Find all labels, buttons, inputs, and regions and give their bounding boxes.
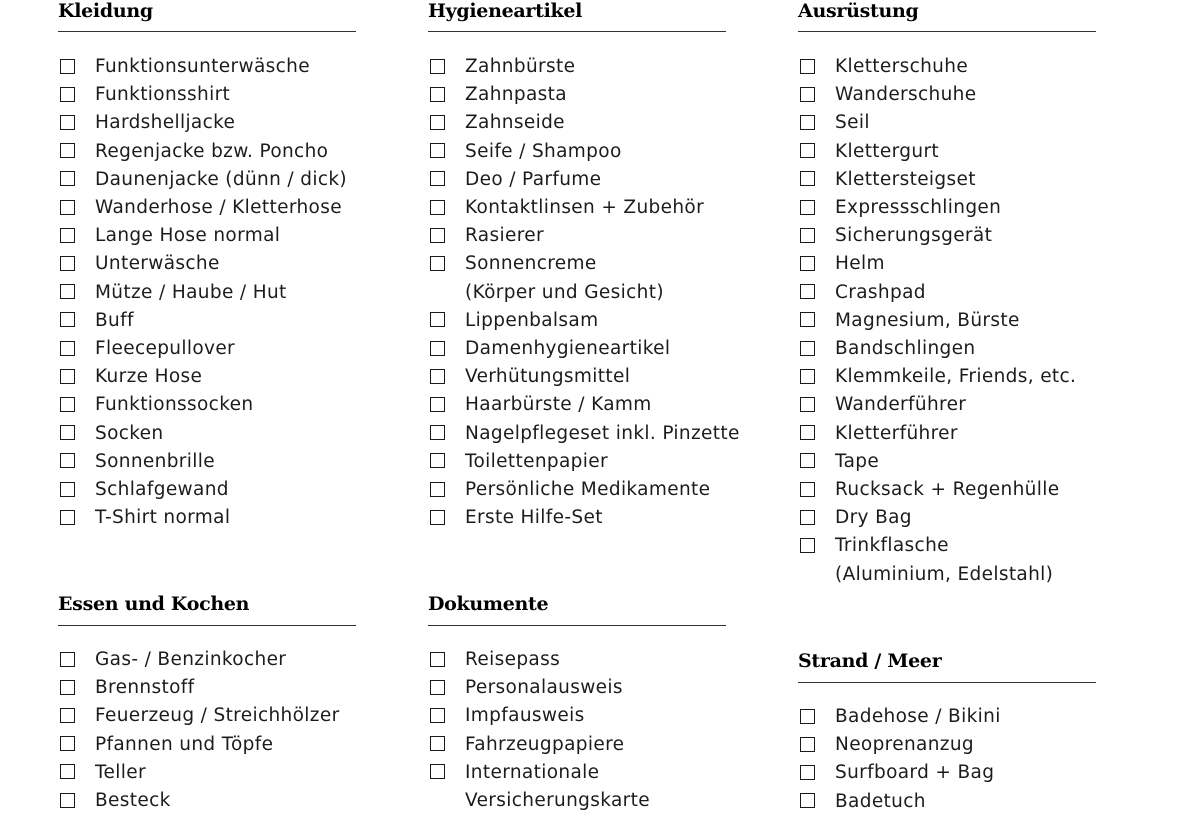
- checklist-item-label: Badehose / Bikini: [835, 706, 1001, 727]
- checklist-item-label: Toilettenpapier: [465, 450, 608, 472]
- checkbox[interactable]: [800, 171, 815, 186]
- checklist-item: [58, 363, 398, 391]
- checklist-item-label: Crashpad: [835, 281, 926, 303]
- checkbox[interactable]: [60, 453, 75, 468]
- checkbox[interactable]: [800, 284, 815, 299]
- checklist-item: [58, 391, 398, 419]
- checklist-item-label: Wanderhose / Kletterhose: [95, 197, 342, 219]
- checkbox[interactable]: [60, 341, 75, 356]
- section-divider: [428, 625, 726, 626]
- checkbox[interactable]: [800, 312, 815, 327]
- checklist-item: [428, 109, 768, 137]
- checklist-item: [428, 138, 768, 166]
- section-title: Essen und Kochen: [58, 593, 250, 615]
- checkbox[interactable]: [60, 510, 75, 525]
- checklist-item-label: Kletterschuhe: [835, 56, 969, 77]
- checkbox[interactable]: [800, 87, 815, 102]
- checklist-item-label: Funktionsunterwäsche: [95, 56, 310, 77]
- checklist-item: [798, 222, 1138, 250]
- checklist-item-label: Dry Bag: [835, 507, 912, 529]
- checklist-item-label: Trinkflasche (Aluminium, Edelstahl): [835, 535, 1054, 585]
- checklist-item-label: Internationale Versicherungskarte: [465, 761, 650, 812]
- checklist: [798, 703, 1138, 816]
- checklist-item: [428, 81, 768, 109]
- checklist-item-label: Kontaktlinsen + Zubehör: [465, 197, 705, 219]
- checkbox[interactable]: [430, 200, 445, 215]
- checklist-item: [798, 250, 1138, 278]
- checklist-item-label: Kurze Hose: [95, 366, 203, 388]
- checkbox[interactable]: [800, 737, 815, 752]
- checklist-item: [798, 759, 1138, 787]
- checkbox[interactable]: [800, 228, 815, 243]
- checklist-item-label: Expressschlingen: [835, 197, 1002, 219]
- checklist-item: [428, 420, 768, 448]
- checkbox[interactable]: [60, 87, 75, 102]
- checklist-item-label: Lange Hose normal: [95, 225, 281, 247]
- checklist-item: [58, 194, 398, 222]
- checkbox[interactable]: [800, 397, 815, 412]
- checklist-item-label: Pfannen und Töpfe: [95, 733, 274, 755]
- checklist-item-label: Neoprenanzug: [835, 734, 975, 756]
- checkbox[interactable]: [800, 482, 815, 497]
- checkbox[interactable]: [430, 736, 445, 751]
- checklist-item: [798, 788, 1138, 816]
- checkbox[interactable]: [60, 369, 75, 384]
- checklist-item-label: Hardshelljacke: [95, 112, 236, 134]
- checklist-item-label: Surfboard + Bag: [835, 762, 995, 784]
- checkbox[interactable]: [60, 680, 75, 695]
- checkbox[interactable]: [60, 708, 75, 723]
- checklist-item-label: Rasierer: [465, 225, 544, 247]
- checklist-item-label: Teller: [95, 761, 146, 783]
- checklist-item: [58, 504, 398, 532]
- checklist-item-label: Reisepass: [465, 649, 561, 670]
- checklist-item: [428, 448, 768, 476]
- checklist-item: [58, 646, 398, 674]
- checklist-item: [428, 363, 768, 391]
- checkbox[interactable]: [430, 341, 445, 356]
- checklist-item: [798, 504, 1138, 532]
- checklist-item: [798, 703, 1138, 731]
- checkbox[interactable]: [430, 453, 445, 468]
- checkbox[interactable]: [430, 171, 445, 186]
- checklist-item: [428, 307, 768, 335]
- checklist-item: [798, 307, 1138, 335]
- checklist-item: [798, 420, 1138, 448]
- checklist-item: [798, 448, 1138, 476]
- checkbox[interactable]: [800, 200, 815, 215]
- checklist-item-label: Schlafgewand: [95, 479, 229, 501]
- section-title: Dokumente: [428, 593, 549, 615]
- section-divider: [58, 31, 356, 32]
- checklist-item: [798, 194, 1138, 222]
- checkbox[interactable]: [60, 736, 75, 751]
- checklist-item-label: Buff: [95, 309, 134, 331]
- checkbox[interactable]: [60, 200, 75, 215]
- checkbox[interactable]: [800, 143, 815, 158]
- checklist-item-label: Badetuch: [835, 790, 926, 812]
- checklist-item: [428, 194, 768, 222]
- checkbox[interactable]: [800, 341, 815, 356]
- checklist-item-label: Verhütungsmittel: [465, 366, 631, 388]
- checklist-item: [428, 731, 768, 759]
- checklist-item: [798, 109, 1138, 137]
- section-divider: [428, 31, 726, 32]
- checklist-item-label: Seil: [835, 112, 870, 134]
- checkbox[interactable]: [60, 256, 75, 271]
- checkbox[interactable]: [800, 765, 815, 780]
- section-title: Kleidung: [58, 0, 153, 22]
- checklist-item-label: Socken: [95, 422, 164, 444]
- checklist-item: [798, 166, 1138, 194]
- checklist-item-label: Deo / Parfume: [465, 168, 602, 190]
- checklist-item: [58, 279, 398, 307]
- checklist-item: [798, 335, 1138, 363]
- checklist-item-label: Persönliche Medikamente: [465, 479, 711, 501]
- checklist-item: [428, 166, 768, 194]
- checklist-item: [428, 53, 768, 81]
- checklist-item-label: Fahrzeugpapiere: [465, 733, 625, 755]
- checkbox[interactable]: [60, 284, 75, 299]
- checklist-item-label: Erste Hilfe-Set: [465, 507, 603, 529]
- checklist-item: [428, 702, 768, 730]
- checklist-item: [58, 166, 398, 194]
- checklist-item: [58, 476, 398, 504]
- checkbox[interactable]: [430, 228, 445, 243]
- checklist: [428, 53, 768, 532]
- checklist-item-label: Funktionssocken: [95, 394, 254, 416]
- checkbox[interactable]: [430, 652, 445, 667]
- checklist-item: [798, 363, 1138, 391]
- checkbox[interactable]: [430, 115, 445, 130]
- checkbox[interactable]: [800, 538, 815, 553]
- checkbox[interactable]: [60, 171, 75, 186]
- checkbox[interactable]: [800, 709, 815, 724]
- checklist-item: [428, 250, 768, 306]
- checkbox[interactable]: [430, 482, 445, 497]
- checklist-item: [798, 391, 1138, 419]
- checklist-item-label: Brennstoff: [95, 677, 195, 699]
- checkbox[interactable]: [430, 87, 445, 102]
- checklist-item-label: Wanderschuhe: [835, 84, 977, 106]
- checkbox[interactable]: [430, 59, 445, 74]
- checklist-item-label: Klemmkeile, Friends, etc.: [835, 366, 1077, 388]
- checklist-item-label: Fleecepullover: [95, 338, 236, 360]
- checklist-item-label: Nagelpflegeset inkl. Pinzette: [465, 422, 740, 444]
- checklist-item: [58, 307, 398, 335]
- checkbox[interactable]: [60, 143, 75, 158]
- checklist-item-label: Sonnenbrille: [95, 450, 215, 472]
- checkbox[interactable]: [430, 143, 445, 158]
- checklist-item: [428, 759, 768, 815]
- section-divider: [798, 31, 1096, 32]
- checklist-item: [58, 787, 398, 815]
- checkbox[interactable]: [60, 793, 75, 808]
- checkbox[interactable]: [800, 59, 815, 74]
- checklist-item-label: Zahnseide: [465, 112, 565, 134]
- checkbox[interactable]: [800, 793, 815, 808]
- checklist: [58, 646, 398, 815]
- checkbox[interactable]: [800, 369, 815, 384]
- checklist-item: [428, 476, 768, 504]
- checklist-item: [798, 53, 1138, 81]
- checklist-item: [58, 674, 398, 702]
- checklist-item-label: Damenhygieneartikel: [465, 338, 671, 360]
- checklist-item: [428, 504, 768, 532]
- checklist-item: [798, 731, 1138, 759]
- checklist-item: [58, 731, 398, 759]
- checkbox[interactable]: [800, 453, 815, 468]
- checklist: [428, 646, 768, 815]
- checklist-item: [58, 53, 398, 81]
- checklist-item: [428, 222, 768, 250]
- checklist-item-label: Lippenbalsam: [465, 309, 599, 331]
- checkbox[interactable]: [430, 425, 445, 440]
- checklist-item: [428, 646, 768, 674]
- checkbox[interactable]: [430, 256, 445, 271]
- checklist-item: [798, 279, 1138, 307]
- checklist-item-label: Gas- / Benzinkocher: [95, 649, 287, 670]
- checklist-item: [428, 391, 768, 419]
- checklist-item: [798, 476, 1138, 504]
- checkbox[interactable]: [60, 312, 75, 327]
- section-title: Ausrüstung: [798, 0, 919, 22]
- checklist-item: [58, 109, 398, 137]
- section-divider: [58, 625, 356, 626]
- checklist-item: [58, 335, 398, 363]
- checkbox[interactable]: [60, 228, 75, 243]
- checklist-item-label: Funktionsshirt: [95, 84, 231, 106]
- checklist-item: [798, 81, 1138, 109]
- checklist-item-label: Magnesium, Bürste: [835, 309, 1020, 331]
- checklist-item-label: Klettergurt: [835, 140, 940, 162]
- checklist-item-label: Wanderführer: [835, 394, 967, 416]
- checklist-item-label: Zahnbürste: [465, 56, 576, 77]
- checklist-item-label: Zahnpasta: [465, 84, 567, 106]
- checklist-item-label: Sonnencreme (Körper und Gesicht): [465, 253, 664, 303]
- checkbox[interactable]: [800, 510, 815, 525]
- checklist-item: [58, 138, 398, 166]
- checklist-item-label: Haarbürste / Kamm: [465, 394, 652, 416]
- checklist-item: [428, 674, 768, 702]
- checkbox[interactable]: [800, 115, 815, 130]
- checklist-item: [798, 138, 1138, 166]
- checklist-item-label: Regenjacke bzw. Poncho: [95, 140, 329, 162]
- checkbox[interactable]: [60, 764, 75, 779]
- checklist-item-label: Klettersteigset: [835, 168, 976, 190]
- checkbox[interactable]: [430, 510, 445, 525]
- checkbox[interactable]: [60, 425, 75, 440]
- checklist-item-label: Feuerzeug / Streichhölzer: [95, 705, 340, 727]
- checklist-item: [58, 759, 398, 787]
- checkbox[interactable]: [430, 369, 445, 384]
- checklist-item-label: Besteck: [95, 790, 171, 812]
- checklist-item-label: Mütze / Haube / Hut: [95, 281, 287, 303]
- checklist-item-label: Personalausweis: [465, 677, 623, 699]
- checklist-item-label: Kletterführer: [835, 422, 958, 444]
- checklist-item: [58, 702, 398, 730]
- checkbox[interactable]: [800, 425, 815, 440]
- checkbox[interactable]: [60, 115, 75, 130]
- checklist-item: [428, 335, 768, 363]
- checklist-item-label: Seife / Shampoo: [465, 140, 622, 162]
- checkbox[interactable]: [60, 397, 75, 412]
- checklist-item-label: Tape: [835, 450, 880, 472]
- checkbox[interactable]: [800, 256, 815, 271]
- checklist-item: [58, 250, 398, 278]
- checkbox[interactable]: [430, 397, 445, 412]
- checklist-item-label: Bandschlingen: [835, 338, 976, 360]
- checklist: [58, 53, 398, 532]
- section-divider: [798, 682, 1096, 683]
- checkbox[interactable]: [430, 680, 445, 695]
- checklist-item: [798, 532, 1138, 588]
- checklist-item-label: Daunenjacke (dünn / dick): [95, 168, 347, 190]
- checkbox[interactable]: [430, 312, 445, 327]
- checklist-item: [58, 448, 398, 476]
- checklist-item-label: T-Shirt normal: [95, 507, 231, 529]
- checklist-item: [58, 81, 398, 109]
- checklist-item: [58, 222, 398, 250]
- checklist: [798, 53, 1138, 589]
- section-title: Strand / Meer: [798, 650, 942, 672]
- checkbox[interactable]: [60, 652, 75, 667]
- checklist-item-label: Rucksack + Regenhülle: [835, 479, 1060, 501]
- checklist-item-label: Unterwäsche: [95, 253, 220, 275]
- checklist-item-label: Helm: [835, 253, 885, 275]
- checkbox[interactable]: [60, 59, 75, 74]
- checkbox[interactable]: [60, 482, 75, 497]
- checkbox[interactable]: [430, 764, 445, 779]
- checklist-item-label: Sicherungsgerät: [835, 225, 993, 247]
- section-title: Hygieneartikel: [428, 0, 583, 22]
- checkbox[interactable]: [430, 708, 445, 723]
- checklist-item-label: Impfausweis: [465, 705, 585, 727]
- checklist-item: [58, 420, 398, 448]
